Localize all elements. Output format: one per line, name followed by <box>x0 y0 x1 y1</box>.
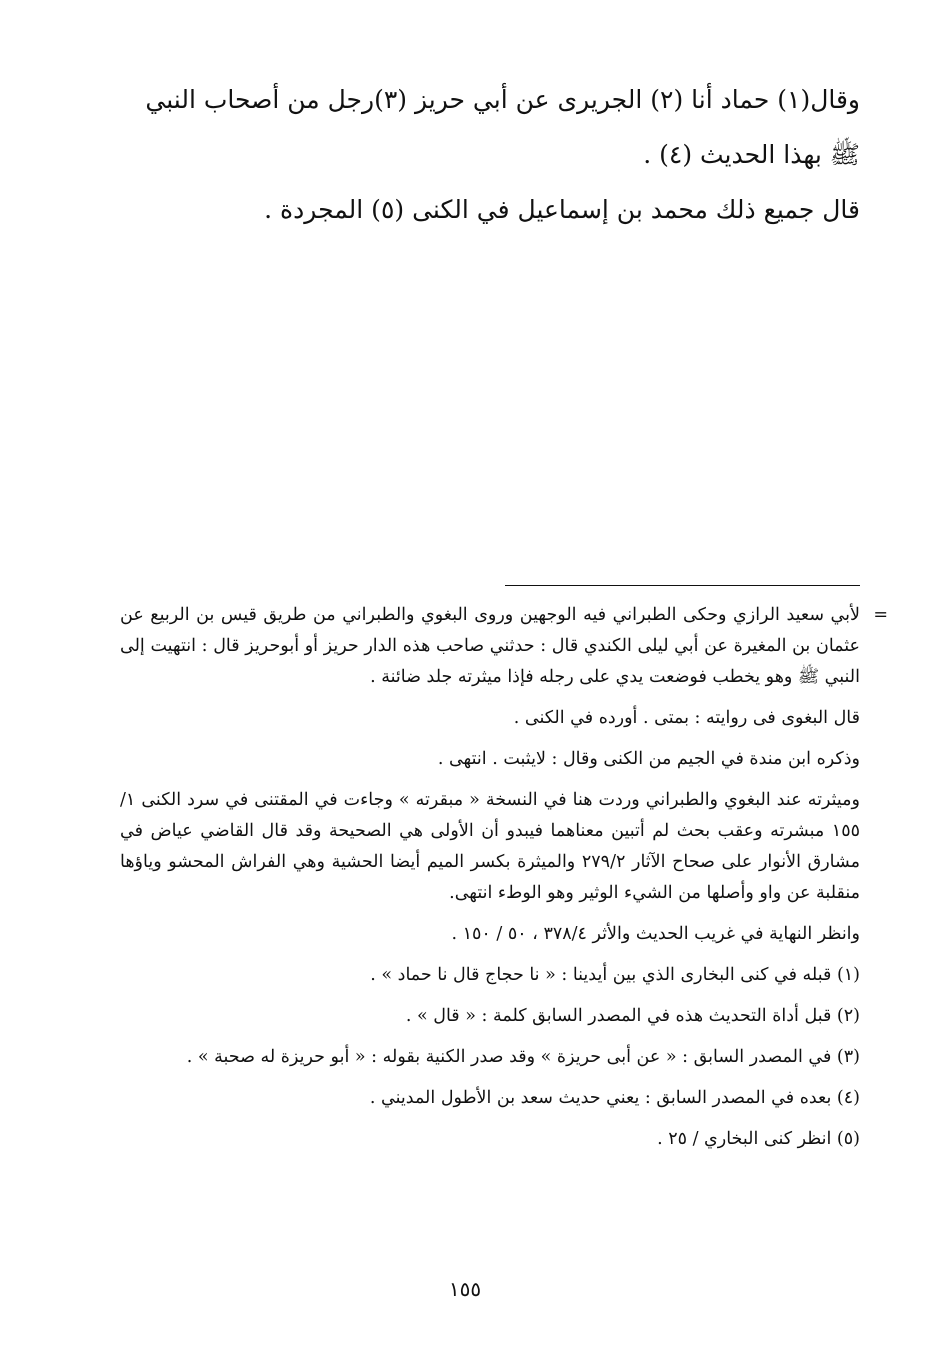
footnotes-section <box>120 600 888 1165</box>
continuation-mark: = <box>873 605 888 625</box>
page-number: ١٥٥ <box>448 1277 482 1301</box>
main-line-2: ﷺ بهذا الحديث (٤) . <box>643 140 860 169</box>
footnote-5: (٥) انظر كنى البخاري / ٢٥ . <box>657 1129 860 1149</box>
footnote-4: (٤) بعده في المصدر السابق : يعني حديث سعد بن الأطول المديني . <box>369 1088 860 1108</box>
main-line-1: وقال(١) حماد أنا (٢) الجريرى عن أبي حريز (٣)رجل من أصحاب النبي <box>145 85 860 114</box>
main-text <box>130 72 860 237</box>
note-paragraph-2: وذكره ابن مندة في الجيم من الكنى وقال : لايثبت . انتهى . <box>437 749 860 769</box>
footnote-divider <box>505 585 860 586</box>
footnote-3: (٣) في المصدر السابق : « عن أبى حريزة » وقد صدر الكنية بقوله : « أبو حريزة له صحبة » . <box>186 1047 860 1067</box>
note-paragraph-4: وانظر النهاية في غريب الحديث والأثر ٣٧٨/٤ ، ٥٠ / ١٥٠ . <box>451 924 860 944</box>
note-paragraph-1: قال البغوى فى روايته : بمتى . أورده في الكنى . <box>513 708 860 728</box>
footnote-1: (١) قبله في كنى البخارى الذي بين أيدينا : « نا حجاج قال نا حماد » . <box>370 965 860 985</box>
footnote-2: (٢) قبل أداة التحديث هذه في المصدر السابق كلمة : « قال » . <box>405 1006 860 1026</box>
main-line-3: قال جميع ذلك محمد بن إسماعيل في الكنى (٥) المجردة . <box>264 195 860 224</box>
continued-note <box>120 600 888 693</box>
note-paragraph-3: وميثرته عند البغوي والطبراني وردت هنا في النسخة « مبقرته » وجاءت في المقتنى في سرد الكنى ١/ ١٥٥ مبشرته وعقب بحث لم أتبين معناهما فيبدو أن الأولى هي الصحيحة وقد قال القاضي عياض في مشارق الأنوار على صحاح الآثار ٢٧٩/٢ والميثرة بكسر الميم أيضا الحشية وهي الفراش المحشو وياؤها منقلبة عن واو وأصلها من الشيء الوثير وهو الوطء انتهى. <box>120 790 860 903</box>
continued-note-text: لأبي سعيد الرازي وحكى الطبراني فيه الوجهين وروى البغوي والطبراني من طريق قيس بن الربيع عن عثمان بن المغيرة عن أبي ليلى الكندي قال : حدثني صاحب هذه الدار حريز أو أبوحريز قال : انتهيت إلى النبي ﷺ وهو يخطب فوضعت يدي على رجله فإذا ميثرته جلد ضائنة . <box>120 605 860 687</box>
